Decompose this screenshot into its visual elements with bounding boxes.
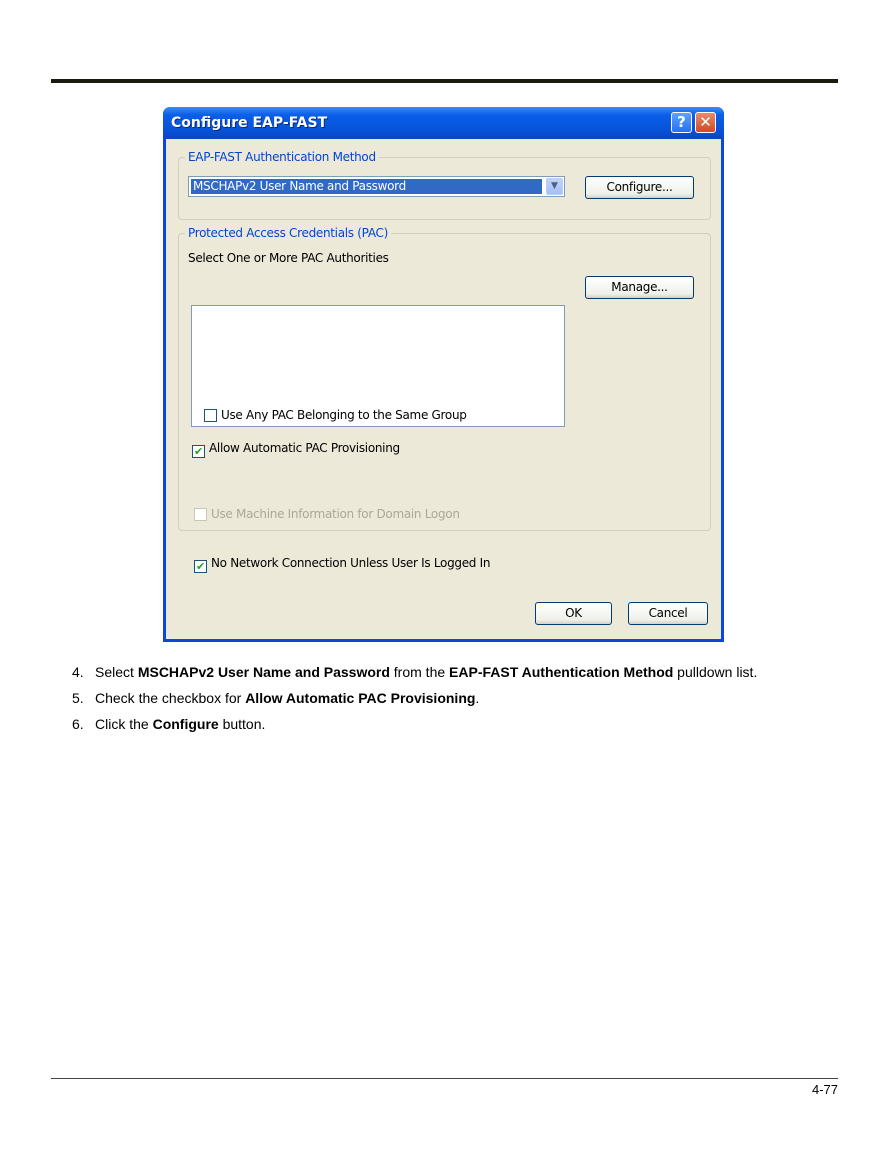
footer-rule: [51, 1078, 838, 1079]
no-network-label: No Network Connection Unless User Is Logged In: [211, 556, 491, 570]
allow-auto-provisioning-label: Allow Automatic PAC Provisioning: [209, 441, 400, 455]
auth-method-legend: EAP-FAST Authentication Method: [185, 150, 379, 164]
instruction-step: [72, 662, 757, 688]
step-text: from the: [389, 664, 450, 680]
close-button[interactable]: [695, 112, 716, 133]
allow-auto-provisioning-checkbox[interactable]: ✔: [192, 445, 205, 458]
no-network-option[interactable]: [194, 556, 490, 573]
configure-eap-fast-dialog: [163, 107, 724, 642]
cancel-button[interactable]: Cancel: [628, 602, 708, 625]
step-emphasis: EAP-FAST Authentication Method: [449, 664, 674, 680]
help-button[interactable]: [671, 112, 692, 133]
header-rule: [51, 79, 838, 83]
step-emphasis: MSCHAPv2 User Name and Password: [137, 664, 390, 680]
auth-method-selected-value: MSCHAPv2 User Name and Password: [191, 179, 542, 194]
machine-info-checkbox: [194, 508, 207, 521]
allow-auto-provisioning-option[interactable]: [192, 441, 400, 458]
use-any-pac-checkbox[interactable]: [204, 409, 217, 422]
step-number: 6.: [72, 716, 84, 732]
auth-method-select[interactable]: [188, 176, 565, 197]
step-text: Check the checkbox for: [95, 690, 246, 706]
step-text: .: [475, 690, 480, 706]
title-bar[interactable]: [163, 107, 724, 139]
ok-button[interactable]: OK: [535, 602, 612, 625]
chevron-down-icon[interactable]: ▼: [546, 178, 563, 195]
dialog-client-area: [166, 139, 721, 639]
machine-info-label: Use Machine Information for Domain Logon: [211, 507, 460, 521]
instruction-step: [72, 714, 757, 740]
step-emphasis: Configure: [152, 716, 219, 732]
no-network-checkbox[interactable]: ✔: [194, 560, 207, 573]
pac-authorities-label: Select One or More PAC Authorities: [188, 251, 389, 265]
step-emphasis: Allow Automatic PAC Provisioning: [245, 690, 476, 706]
configure-button[interactable]: Configure...: [585, 176, 694, 199]
page-number: 4-77: [811, 1082, 838, 1097]
step-number: 5.: [72, 690, 84, 706]
step-number: 4.: [72, 664, 84, 680]
dialog-title: Configure EAP-FAST: [171, 115, 328, 131]
help-icon: ?: [677, 113, 686, 131]
step-text: button.: [218, 716, 266, 732]
step-text: Click the: [95, 716, 153, 732]
instruction-list: [72, 662, 757, 740]
instruction-step: [72, 688, 757, 714]
close-icon: ✕: [699, 113, 712, 131]
step-text: Select: [95, 664, 138, 680]
manage-button[interactable]: Manage...: [585, 276, 694, 299]
use-any-pac-label: Use Any PAC Belonging to the Same Group: [221, 408, 467, 422]
use-any-pac-option[interactable]: [204, 408, 467, 422]
step-text: pulldown list.: [673, 664, 758, 680]
pac-legend: Protected Access Credentials (PAC): [185, 226, 391, 240]
machine-info-option: [194, 507, 460, 521]
